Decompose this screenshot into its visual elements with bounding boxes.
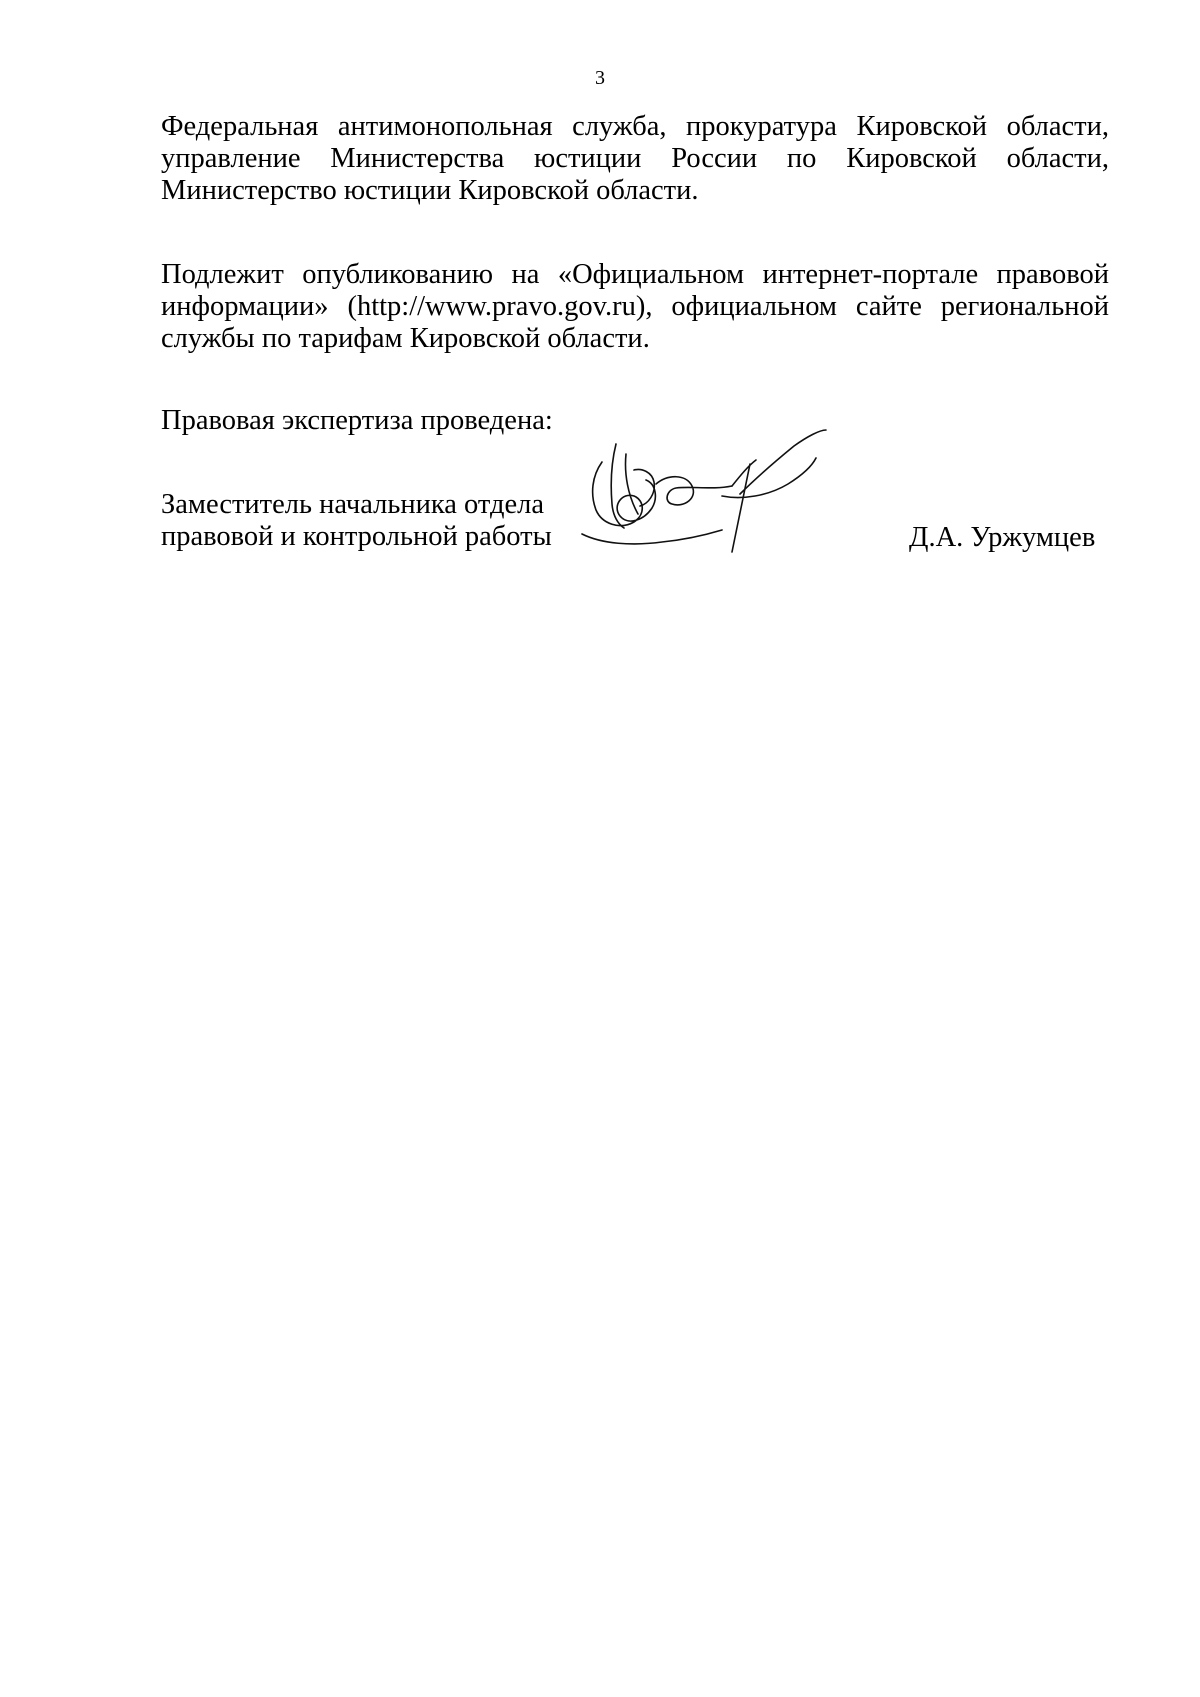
page-number: 3: [595, 67, 605, 89]
handwritten-signature: [572, 424, 842, 564]
signatory-position-line-2: правовой и контрольной работы: [161, 521, 552, 552]
distribution-line-3: Министерство юстиции Кировской области.: [161, 175, 699, 206]
signatory-position-line-1: Заместитель начальника отдела: [161, 489, 545, 520]
legal-review-note: Правовая экспертиза проведена:: [161, 405, 553, 436]
publication-line-2: информации» (http://www.pravo.gov.ru), официальном сайте региональной: [161, 291, 1109, 322]
signatory-position: [161, 489, 552, 553]
publication-line-1: Подлежит опубликованию на «Официальном интернет-портале правовой: [161, 259, 1109, 290]
publication-paragraph: [161, 259, 1109, 355]
distribution-line-2: управление Министерства юстиции России по Кировской области,: [161, 143, 1109, 174]
distribution-line-1: Федеральная антимонопольная служба, прокуратура Кировской области,: [161, 111, 1109, 142]
signatory-name: Д.А. Уржумцев: [909, 522, 1096, 553]
publication-line-3: службы по тарифам Кировской области.: [161, 323, 650, 354]
distribution-paragraph: [161, 111, 1109, 207]
